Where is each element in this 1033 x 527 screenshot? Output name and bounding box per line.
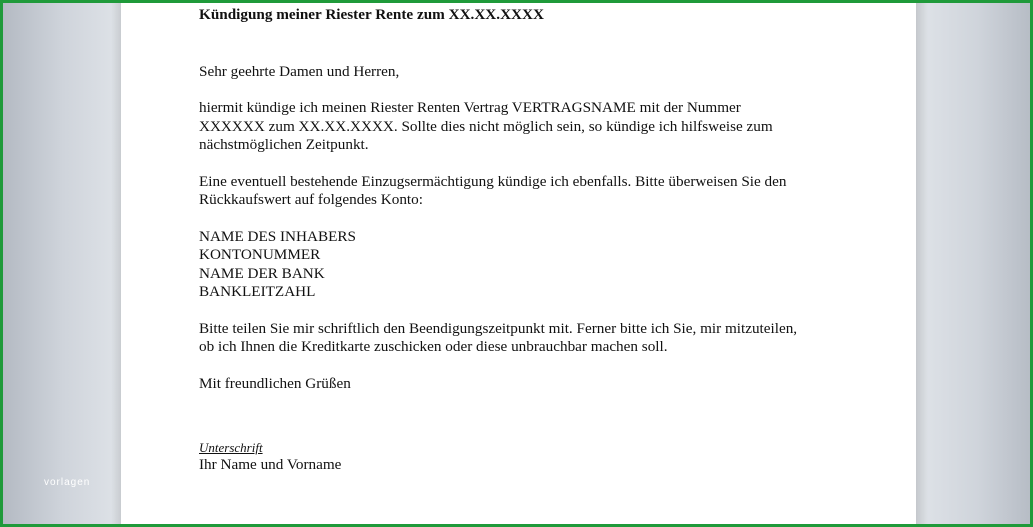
account-holder: NAME DES INHABERS (199, 227, 356, 245)
name-line: Ihr Name und Vorname (199, 456, 342, 473)
letter-subject: Kündigung meiner Riester Rente zum XX.XX.XXXX (199, 6, 544, 23)
letter-paragraph-2: Eine eventuell bestehende Einzugsermächtigung kündige ich ebenfalls. Bitte überweisen Sie den Rückkaufswert auf folgendes Konto: (199, 172, 787, 208)
letter-closing: Mit freundlichen Grüßen (199, 374, 351, 392)
account-bank: NAME DER BANK (199, 264, 325, 282)
document-page[interactable] (121, 3, 916, 527)
letter-content (199, 6, 849, 475)
account-number: KONTONUMMER (199, 246, 321, 263)
watermark-text: vorlagen (44, 477, 91, 488)
account-bank-code: BANKLEITZAHL (199, 283, 316, 300)
page-shadow-right (916, 3, 928, 524)
letter-paragraph-1: hiermit kündige ich meinen Riester Renten Vertrag VERTRAGSNAME mit der Nummer XXXXXX zum XX.XX.XXXX. Sollte dies nicht möglich sein, so kündige ich hilfsweise zum nächstmöglichen Zeitpunkt. (199, 99, 773, 153)
signature-label: Unterschrift (199, 440, 263, 455)
letter-paragraph-3: Bitte teilen Sie mir schriftlich den Beendigungszeitpunkt mit. Ferner bitte ich Sie, mir mitzuteilen, ob ich Ihnen die Kreditkarte zuschicken oder diese unbrauchbar machen soll. (199, 319, 798, 355)
letter-salutation: Sehr geehrte Damen und Herren, (199, 62, 400, 80)
